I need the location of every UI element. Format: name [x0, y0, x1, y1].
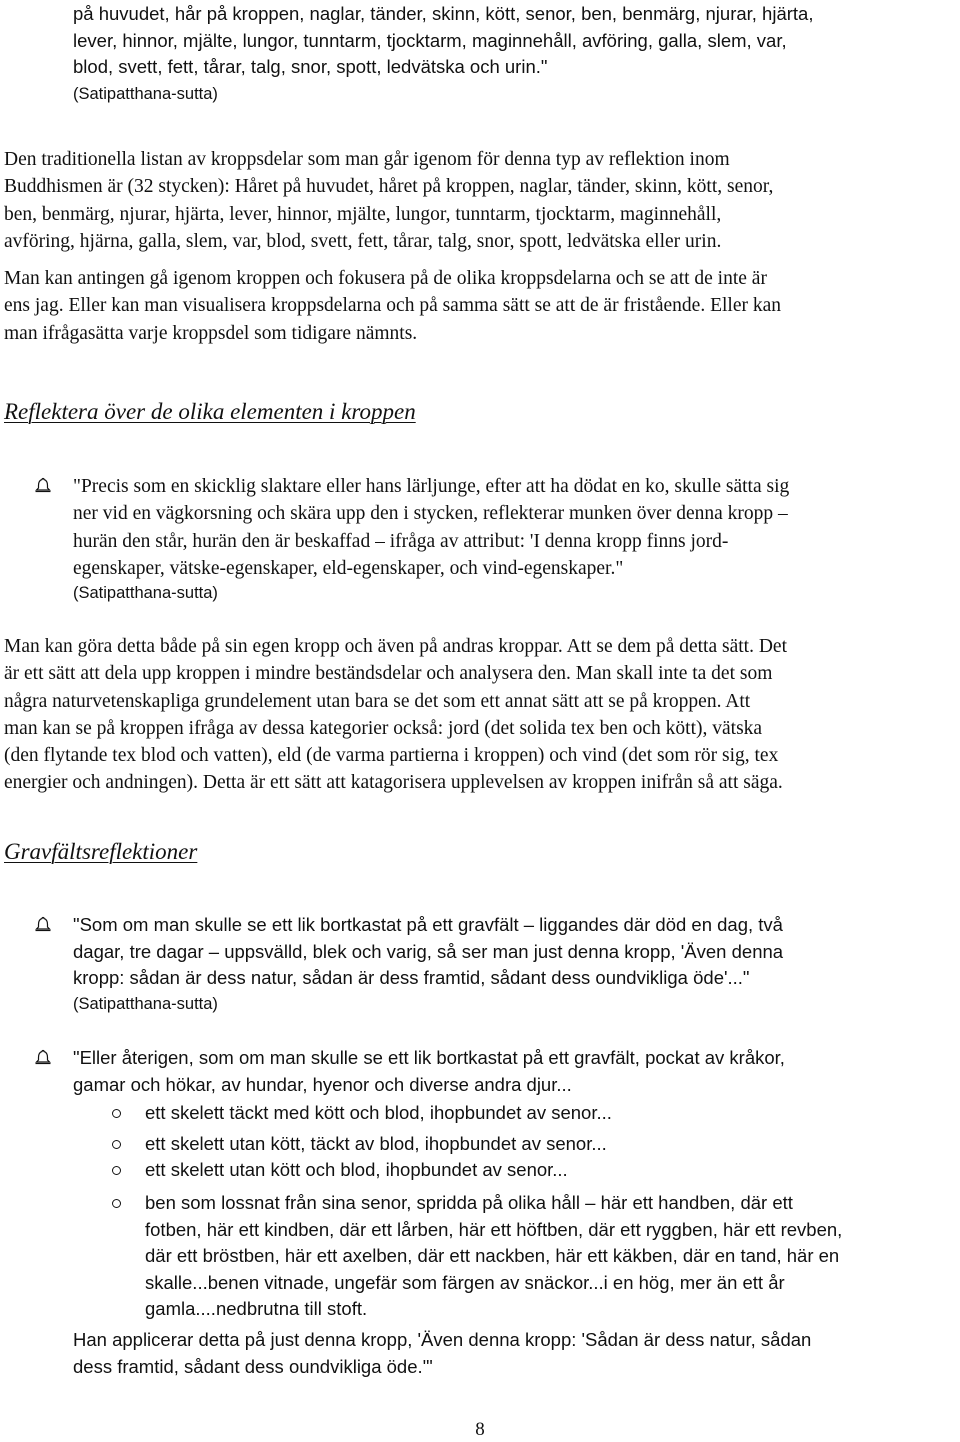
hollow-circle-icon	[112, 1140, 121, 1149]
quote-scavengers	[73, 1045, 785, 1098]
sub-item-line: där ett bröstben, här ett axelben, där ett nackben, här ett käkben, där en tand, här en	[145, 1245, 840, 1266]
sub-item-line: ett skelett utan kött, täckt av blod, ihopbundet av senor...	[145, 1133, 607, 1154]
intro-quote-citation: (Satipatthana-sutta)	[73, 85, 218, 103]
paragraph-line: är ett sätt att dela upp kroppen i mindre beständsdelar och analysera den. Man skall inte ta det som	[4, 663, 773, 685]
paragraph-line: ben, benmärg, njurar, hjärta, lever, hinnor, mjälte, lungor, tunntarm, tjocktarm, maginnehåll,	[4, 203, 722, 225]
quote-line: kropp: sådan är dess natur, sådan är dess framtid, sådant dess oundvikliga öde'..."	[73, 967, 750, 988]
paragraph-method	[4, 265, 781, 347]
paragraph-line: Buddhismen är (32 stycken): Håret på huvudet, håret på kroppen, naglar, tänder, skinn, kött, senor,	[4, 176, 774, 198]
hollow-circle-icon	[112, 1166, 121, 1175]
intro-quote-line: lever, hinnor, mjälte, lungor, tunntarm, tjocktarm, maginnehåll, avföring, galla, slem, var,	[73, 29, 787, 51]
quote-butcher	[73, 473, 789, 582]
section-heading-elements: Reflektera över de olika elementen i kroppen	[4, 399, 416, 424]
hollow-circle-icon	[112, 1199, 121, 1208]
sub-item	[145, 1100, 612, 1127]
quote-line: egenskaper, vätske-egenskaper, eld-egenskaper, och vind-egenskaper."	[73, 557, 624, 579]
section-heading-cemetery: Gravfältsreflektioner	[4, 839, 198, 864]
paragraph-line: (den flytande tex blod och vatten), eld (de varma partierna i kroppen) och vind (det som rör sig, tex	[4, 745, 779, 767]
bell-icon	[35, 477, 51, 493]
quote-line: dagar, tre dagar – uppsvälld, blek och varig, så ser man just denna kropp, 'Även denna	[73, 940, 784, 962]
paragraph-line: ens jag. Eller kan man visualisera kroppsdelarna och på samma sätt se att de är fristående. Eller kan	[4, 295, 782, 317]
quote-line: dess framtid, sådant dess oundvikliga öde.'"	[73, 1355, 433, 1377]
paragraph-line: avföring, hjärna, galla, slem, var, blod, svett, fett, tårar, talg, snor, spott, ledvätska eller urin.	[4, 230, 722, 252]
sub-item-line: ben som lossnat från sina senor, spridda på olika håll – här ett handben, där ett	[145, 1192, 793, 1213]
quote-line: hurän den står, hurän den är beskaffad – ifråga av attribut: 'I denna kropp finns jord-	[73, 530, 729, 552]
quote-scavengers-closing	[73, 1327, 811, 1380]
quote-butcher-citation: (Satipatthana-sutta)	[73, 584, 218, 602]
quote-line: gamar och hökar, av hundar, hyenor och diverse andra djur...	[73, 1073, 572, 1095]
paragraph-line: några naturvetenskapliga grundelement utan bara se det som ett annat sätt att se på kroppen. Att	[4, 690, 751, 712]
paragraph-line: man kan se på kroppen ifråga av dessa kategorier också: jord (det solida tex ben och kött), vätska	[4, 717, 763, 739]
bell-icon	[35, 1049, 51, 1065]
paragraph-line: energier och andningen). Detta är ett sätt att katagorisera upplevelsen av kroppen inifrån så att säga.	[4, 772, 783, 794]
sub-item	[145, 1157, 568, 1184]
quote-line: ner vid en vägkorsning och skära upp den i stycken, reflekterar munken över denna kropp –	[73, 503, 788, 525]
quote-corpse	[73, 912, 783, 992]
hollow-circle-icon	[112, 1109, 121, 1118]
quote-line: "Precis som en skicklig slaktare eller hans lärljunge, efter att ha dödat en ko, skulle sätta sig	[73, 476, 790, 497]
paragraph-line: Man kan antingen gå igenom kroppen och fokusera på de olika kroppsdelarna och se att de inte är	[4, 268, 767, 289]
bell-icon	[35, 916, 51, 932]
sub-item	[145, 1131, 607, 1158]
sub-item	[145, 1190, 842, 1323]
intro-quote-line: på huvudet, hår på kroppen, naglar, tänder, skinn, kött, senor, ben, benmärg, njurar, hjärta,	[73, 3, 814, 24]
intro-quote	[73, 1, 813, 81]
paragraph-line: man ifrågasätta varje kroppsdel som tidigare nämnts.	[4, 322, 418, 344]
sub-item-line: ett skelett utan kött och blod, ihopbundet av senor...	[145, 1159, 568, 1180]
paragraph-traditional-list	[4, 146, 773, 255]
sub-item-line: ett skelett täckt med kött och blod, ihopbundet av senor...	[145, 1102, 612, 1123]
quote-corpse-citation: (Satipatthana-sutta)	[73, 995, 218, 1013]
paragraph-line: Den traditionella listan av kroppsdelar som man går igenom för denna typ av reflektion inom	[4, 149, 730, 170]
sub-item-line: fotben, här ett kindben, där ett lårben, här ett höftben, där ett ryggben, här ett revben,	[145, 1218, 843, 1240]
intro-quote-line: blod, svett, fett, tårar, talg, snor, spott, ledvätska och urin."	[73, 56, 548, 77]
sub-item-line: gamla....nedbrutna till stoft.	[145, 1298, 368, 1319]
page-number: 8	[475, 1419, 485, 1440]
paragraph-line: Man kan göra detta både på sin egen kropp och även på andras kroppar. Att se dem på detta sätt. Det	[4, 636, 787, 657]
sub-item-line: skalle...benen vitnade, ungefär som färgen av snäckor...i en hög, mer än ett år	[145, 1271, 785, 1293]
quote-line: Han applicerar detta på just denna kropp, 'Även denna kropp: 'Sådan är dess natur, sådan	[73, 1329, 812, 1350]
quote-line: "Som om man skulle se ett lik bortkastat på ett gravfält – liggandes där död en dag, två	[73, 914, 783, 935]
quote-line: "Eller återigen, som om man skulle se ett lik bortkastat på ett gravfält, pockat av kråkor,	[73, 1047, 785, 1068]
paragraph-elements-analysis	[4, 633, 787, 797]
